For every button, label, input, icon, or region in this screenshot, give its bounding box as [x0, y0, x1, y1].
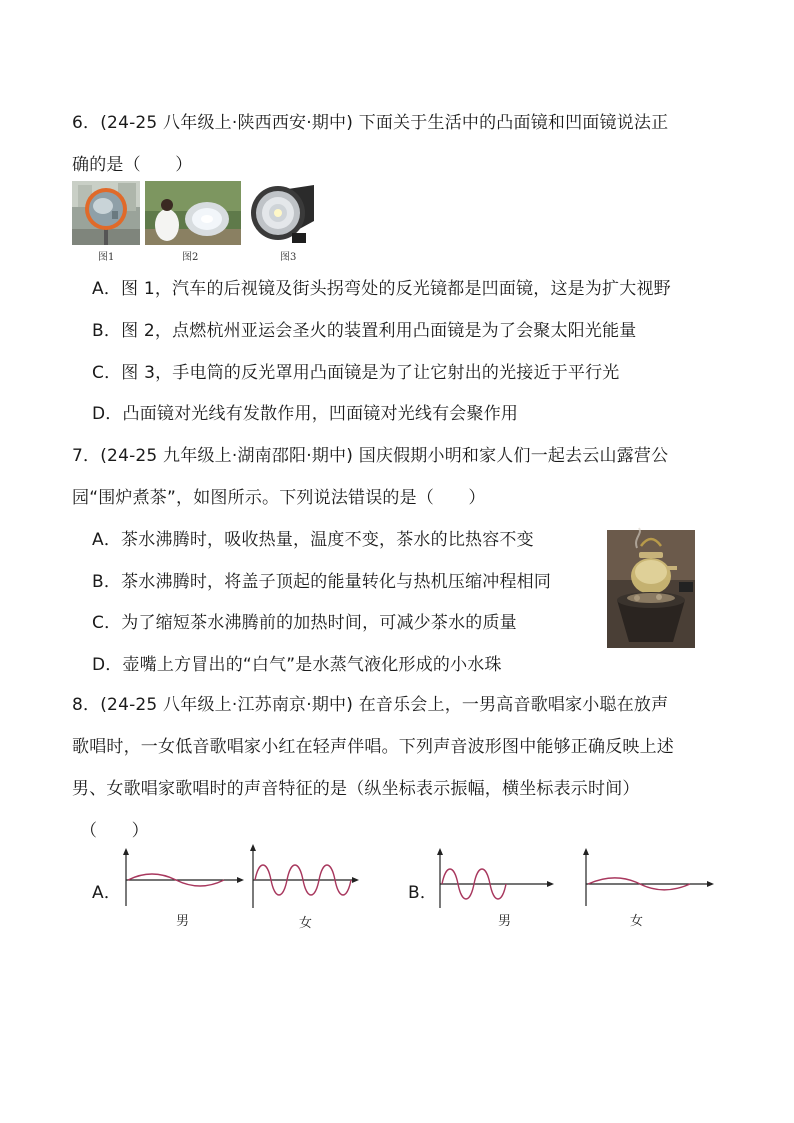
q8-stem-line4: （ ）: [80, 821, 149, 841]
fig1-caption: 图1: [98, 252, 115, 263]
q7-option-c: C．为了缩短茶水沸腾前的加热时间，可减少茶水的质量: [92, 613, 517, 633]
q8-stem-line2: 歌唱时，一女低音歌唱家小红在轻声伴唱。下列声音波形图中能够正确反映上述: [72, 737, 674, 757]
flashlight-photo: [248, 181, 318, 247]
q7-option-a: A．茶水沸腾时，吸收热量，温度不变，茶水的比热容不变: [92, 530, 534, 550]
wave-a-male-label: 男: [176, 914, 190, 929]
q7-stem-line2: 园“围炉煮茶”，如图所示。下列说法错误的是（ ）: [72, 488, 486, 508]
q8-option-a-label: A．: [92, 883, 122, 903]
q8-stem-line3: 男、女歌唱家歌唱时的声音特征的是（纵坐标表示振幅，横坐标表示时间）: [72, 779, 640, 799]
concave-mirror-photo: [145, 181, 241, 245]
wave-a-male: [120, 846, 250, 908]
q7-stem-line1: 7．(24-25 九年级上·湖南邵阳·期中) 国庆假期小明和家人们一起去云山露营公: [72, 446, 669, 466]
wave-a-female-label: 女: [299, 916, 313, 931]
wave-b-female: [580, 846, 720, 908]
q6-option-b: B．图 2，点燃杭州亚运会圣火的装置利用凸面镜是为了会聚太阳光能量: [92, 321, 637, 341]
q8-option-b-label: B．: [408, 883, 438, 903]
convex-mirror-photo: [72, 181, 140, 245]
q6-option-a: A．图 1，汽车的后视镜及街头拐弯处的反光镜都是凹面镜，这是为扩大视野: [92, 279, 671, 299]
fig2-caption: 图2: [182, 252, 199, 263]
wave-b-male-label: 男: [498, 914, 512, 929]
q7-option-b: B．茶水沸腾时，将盖子顶起的能量转化与热机压缩冲程相同: [92, 572, 552, 592]
q6-option-c: C．图 3，手电筒的反光罩用凸面镜是为了让它射出的光接近于平行光: [92, 363, 620, 383]
wave-b-male: [434, 846, 558, 912]
q6-option-d: D．凸面镜对光线有发散作用，凹面镜对光线有会聚作用: [92, 404, 519, 424]
q6-stem-line2: 确的是（ ）: [72, 155, 193, 175]
fig3-caption: 图3: [280, 252, 297, 263]
q8-stem-line1: 8．(24-25 八年级上·江苏南京·期中) 在音乐会上，一男高音歌唱家小聪在放声: [72, 695, 669, 715]
wave-a-female: [247, 842, 363, 912]
q7-option-d: D．壶嘴上方冒出的“白气”是水蒸气液化形成的小水珠: [92, 655, 502, 675]
tea-stove-photo: [607, 530, 695, 648]
q6-stem-line1: 6．(24-25 八年级上·陕西西安·期中) 下面关于生活中的凸面镜和凹面镜说法正: [72, 113, 669, 133]
wave-b-female-label: 女: [630, 914, 644, 929]
